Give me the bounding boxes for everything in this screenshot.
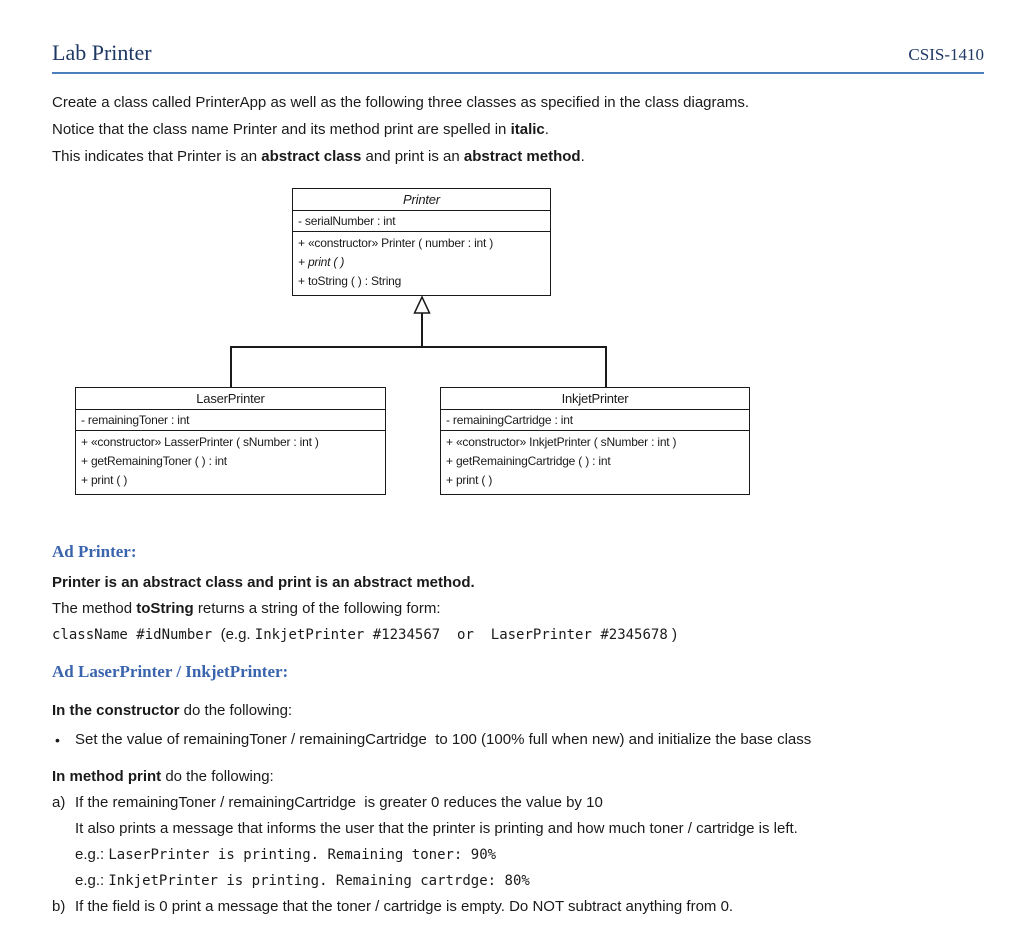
tostring-format-plain-2: ) [667, 626, 677, 643]
intro-line-3-period: . [580, 148, 585, 165]
example-inkjet-mono: InkjetPrinter is printing. Remaining cartrdge: 80% [108, 873, 530, 889]
uml-printer-method-constructor: + «constructor» Printer ( number : int ) [298, 236, 494, 250]
uml-inkjetprinter-attribute: - remainingCartridge : int [441, 410, 749, 431]
intro-line-2-period: . [544, 121, 549, 138]
tostring-format-plain-1: (e.g. [220, 626, 255, 643]
ad-printer-line-1-mid: class and print is an [201, 574, 354, 591]
page-title: Lab Printer [52, 40, 152, 65]
uml-laserprinter-methods [76, 431, 385, 494]
constructor-instruction-line [52, 698, 984, 724]
constructor-instruction-bold: In the constructor [52, 702, 180, 719]
ad-printer-line-2-pre: The method [52, 600, 137, 617]
list-item-a [52, 790, 984, 816]
uml-laserprinter-method-gettoner: + getRemainingToner ( ) : int [81, 454, 227, 468]
inheritance-stem-line [421, 313, 423, 346]
inheritance-arrow-icon [413, 296, 431, 314]
uml-printer-method-tostring: + toString ( ) : String [298, 274, 402, 288]
example-laser-mono: LaserPrinter is printing. Remaining toner: 90% [108, 847, 497, 863]
ad-printer-tostring-format [52, 622, 984, 648]
uml-printer-methods [293, 232, 550, 295]
section-heading-ad-printer: Ad Printer: [52, 542, 137, 561]
uml-inkjetprinter-method-constructor: + «constructor» InkjetPrinter ( sNumber : int ) [446, 435, 677, 449]
ad-printer-line-2-bold: toString [136, 600, 194, 617]
print-instruction-line [52, 764, 984, 790]
ad-printer-line-1-pre: Printer is an [52, 574, 143, 591]
document-header [52, 0, 984, 74]
intro-line-3-text: This indicates that Printer is an [52, 148, 262, 165]
intro-line-3-mid: and print is an [361, 148, 464, 165]
intro-line-2-text: Notice that the class name Printer and its method print are spelled in [52, 121, 511, 138]
tostring-format-mono-2: InkjetPrinter #1234567 or LaserPrinter #2345678 [254, 627, 668, 643]
intro-line-2-bold: italic [510, 121, 545, 138]
intro-paragraph [52, 89, 984, 170]
constructor-bullet-item [52, 727, 984, 753]
uml-inkjetprinter-methods [441, 431, 749, 494]
uml-printer-attribute: - serialNumber : int [293, 211, 550, 232]
uml-class-printer [292, 188, 551, 296]
example-laser-prefix: e.g.: [75, 846, 109, 863]
print-instruction-bold: In method print [52, 768, 162, 785]
ad-printer-line-1 [52, 570, 984, 596]
ad-printer-line-2 [52, 596, 984, 622]
ad-printer-line-1-post: method. [412, 574, 475, 591]
list-item-b-marker: b) [52, 898, 66, 915]
list-item-a-marker: a) [52, 794, 66, 811]
constructor-instruction-post: do the following: [179, 702, 293, 719]
uml-laserprinter-method-constructor: + «constructor» LasserPrinter ( sNumber : int ) [81, 435, 319, 449]
intro-line-3-bold2: abstract method [463, 148, 581, 165]
constructor-bullet-text: Set the value of remainingToner / remainingCartridge to 100 (100% full when new) and initialize the base class [75, 731, 812, 748]
ad-printer-line-1-bold2: abstract [353, 574, 413, 591]
uml-class-inkjetprinter [440, 387, 750, 495]
intro-line-1: Create a class called PrinterApp as well as the following three classes as specified in the class diagrams. [52, 94, 750, 111]
uml-class-diagram [52, 184, 984, 506]
uml-printer-title: Printer [293, 189, 550, 211]
print-instruction-post: do the following: [161, 768, 274, 785]
example-output-inkjet [52, 868, 984, 894]
list-item-b-text: If the field is 0 print a message that the toner / cartridge is empty. Do NOT subtract anything from 0. [75, 898, 734, 915]
uml-inkjetprinter-method-print: + print ( ) [446, 473, 493, 487]
list-item-b [52, 894, 984, 920]
ad-printer-line-1-bold1: abstract [142, 574, 202, 591]
intro-line-2 [52, 116, 984, 143]
inheritance-horizontal-line [230, 346, 606, 348]
ad-printer-line-2-post: returns a string of the following form: [193, 600, 441, 617]
section-heading-ad-subclasses: Ad LaserPrinter / InkjetPrinter: [52, 662, 289, 681]
example-inkjet-prefix: e.g.: [75, 872, 109, 889]
uml-class-laserprinter [75, 387, 386, 495]
uml-inkjetprinter-title: InkjetPrinter [441, 388, 749, 410]
example-output-laser [52, 842, 984, 868]
intro-line-3-bold1: abstract class [261, 148, 362, 165]
uml-laserprinter-method-print: + print ( ) [81, 473, 128, 487]
inheritance-left-drop-line [230, 346, 232, 387]
inheritance-right-drop-line [605, 346, 607, 387]
intro-line-3 [52, 143, 984, 170]
bullet-icon: • [55, 732, 60, 748]
course-code: CSIS-1410 [908, 45, 984, 64]
uml-inkjetprinter-method-getcartridge: + getRemainingCartridge ( ) : int [446, 454, 611, 468]
uml-printer-method-print: + print ( ) [298, 255, 345, 269]
uml-laserprinter-title: LaserPrinter [76, 388, 385, 410]
uml-laserprinter-attribute: - remainingToner : int [76, 410, 385, 431]
list-item-a-text: If the remainingToner / remainingCartridge is greater 0 reduces the value by 10 [75, 794, 603, 811]
list-item-a-continuation: It also prints a message that informs the user that the printer is printing and how much toner / cartridge is left. [75, 820, 798, 837]
tostring-format-mono-1: className #idNumber [52, 627, 221, 643]
